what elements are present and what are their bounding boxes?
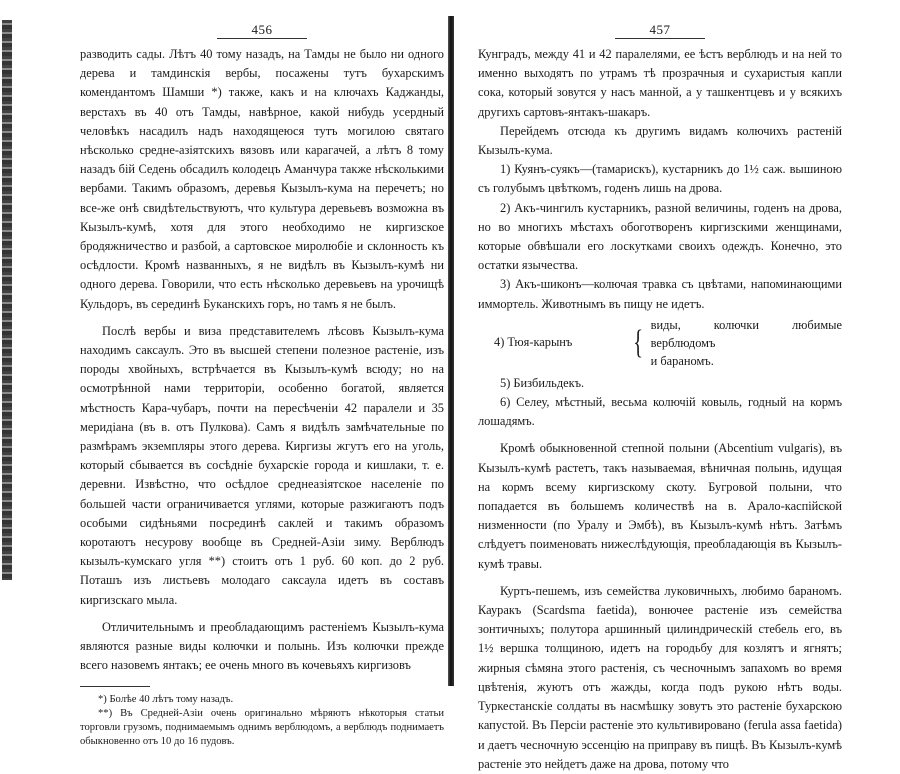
footnote: **) Въ Средней-Азіи очень оригинально мѣряютъ нѣкоторыя статьи торговли грузомъ, поднимаемымъ однимъ верблюдомъ, а верблюдъ поднимаетъ обыкновенно отъ 10 до 16 пудовъ.: [80, 707, 444, 747]
brace-line: и бараномъ.: [650, 353, 714, 368]
page-edge: [2, 20, 12, 580]
body-text: [80, 45, 444, 676]
paragraph: Кунградъ, между 41 и 42 паралелями, ее ѣстъ верблюдъ и на ней то именно выходятъ по утрамъ тѣ прозрачныя и сухаристыя капли сока, который зовутся у насъ манной, а у ташкентцевъ и у всякихъ другихъ сартовъ-янтакъ-шакаръ.: [478, 47, 842, 119]
paragraph: Перейдемъ отсюда къ другимъ видамъ колючихъ растеній Кызылъ-кума.: [478, 123, 842, 158]
book-gutter: [448, 16, 454, 686]
header-rule: [217, 38, 307, 39]
footnote: *) Болѣе 40 лѣтъ тому назадъ.: [98, 693, 234, 705]
list-item: 6) Селеу, мѣстный, весьма колючій ковыль, годный на кормъ лошадямъ.: [478, 395, 842, 429]
list-item: 5) Бизбильдекъ.: [500, 375, 585, 390]
right-page: [478, 0, 842, 771]
list-item: 3) Акъ-шиконъ—колючая травка съ цвѣтами, напоминающими иммортель. Животнымъ въ пищу не идетъ.: [478, 277, 842, 311]
paragraph: Отличительнымъ и преобладающимъ растеніемъ Кызылъ-кума являются разные виды колючки и полынь. Изъ колючки прежде всего назовемъ янтакъ; ее очень много въ кочевьяхъ киргизовъ: [80, 619, 444, 673]
footnotes: [80, 693, 444, 749]
paragraph: Кромѣ обыкновенной степной полыни (Abcentium vulgaris), въ Кызылъ-кумѣ растетъ, такъ называемая, вѣничная полынь, идущая на кормъ всему киргизскому скоту. Бугровой полыни, что попадается въ большемъ количествѣ на в. Арало-каспійской низменности (по Уралу и Эмбѣ), въ Кызылъ-кумѣ нѣтъ. Затѣмъ слѣдуетъ поименовать нижеслѣдующія, преобладающія въ Кызылъ-кумѣ травы.: [478, 441, 842, 571]
paragraph: Послѣ вербы и виза представителемъ лѣсовъ Кызылъ-кума находимъ саксаулъ. Это въ высшей степени полезное растеніе, изъ породы хвойныхъ, встрѣчается въ Кызылъ-кумѣ всюду; но на осмотрѣнной нами территоріи, особенно богатой, является мѣстность Кара-чубаръ, почти на пересѣченіи 42 паралели и 35 меридіана (въ в. отъ Пулкова). Самъ я видѣлъ замѣчательные по размѣрамъ экземпляры этого дерева. Киргизы жгутъ его на уголь, который сбывается въ сосѣдніе бухарскіе города и кишлаки, т. е. деревни. Извѣстно, что осѣдлое среднеазіятское населеніе по большей части ограничивается углями, которые разжигаютъ подъ особыми сидѣньями посрединѣ саклей и такимъ образомъ коротаютъ несурову вообще въ Средней-Азіи зиму. Верблюдъ кызылъ-кумскаго угля **) стоитъ отъ 1 руб. 60 коп. до 2 руб. Поташъ изъ листьевъ молодаго саксаула идетъ въ составъ киргизскаго мыла.: [80, 323, 444, 607]
brace-line: виды, колючки любимые верблюдомъ: [650, 317, 842, 350]
brace-list-item: [478, 316, 842, 370]
page-number: 456: [251, 22, 273, 37]
left-page: [80, 0, 444, 747]
list-item: 2) Акъ-чингилъ кустарникъ, разной величины, годенъ на дрова, но во многихъ мѣстахъ обоготворенъ киргизскими женщинами, которые обвѣшали его лоскутками своихъ одеждъ. Конечно, это остатки язычества.: [478, 200, 842, 273]
header-rule: [615, 38, 705, 39]
paragraph: Куртъ-пешемъ, изъ семейства луковичныхъ, любимо бараномъ. Кауракъ (Scardsma faetida), вонючее растеніе изъ семейства зонтичныхъ; полутора аршинный цилиндрическій стебель его, въ 1½ вершка толщиною, идетъ на городьбу для козлятъ и ягнятъ; жирныя сѣмяна этого растенія, съ чесночнымъ запахомъ во время цвѣтенія, жуютъ отъ жажды, когда подъ рукою нѣтъ воды. Туркестанскіе солдаты въ насмѣшку зовутъ это растеніе бухарскою капустой. Въ Персіи растеніе это культивировано (ferula assa faetida) и даетъ чесночную эссенцію на приправу въ пищѣ. Въ Кызылъ-кумѣ растеніе это нейдетъ даже на дрова, потому что: [478, 583, 842, 771]
page-number: 457: [649, 22, 671, 37]
curly-brace-icon: {: [633, 323, 644, 361]
body-text: [478, 45, 842, 774]
list-item: 1) Куянъ-суякъ—(тамарискъ), кустарникъ до 1½ саж. вышиною съ голубымъ цвѣткомъ, годенъ лишь на дрова.: [478, 162, 842, 196]
paragraph: разводить сады. Лѣтъ 40 тому назадъ, на Тамды не было ни одного дерева и тамдинскія вербы, посажены тутъ бухарскимъ комендантомъ Шамши *) также, какъ и на ключахъ Каджанды, верстахъ въ 40 отъ Тамды, навѣрное, какой нибудь усердный человѣкъ насадилъ надъ находящеюся тутъ могилою святаго нѣсколько средне-азіятскихъ вязовъ или карагачей, а лѣтъ 8 тому назадъ бій Седень обсадилъ колодецъ Аманчура также нѣсколькими вербами. Такимъ образомъ, деревья Кызылъ-кума на перечетъ; но все-же онѣ свидѣтельствуютъ, что культура деревьевъ возможна въ Кызылъ-кумѣ, хотя для этого необходимо не киргизское бродяжничество и разбой, а сартовское миролюбіе и склонность къ осѣдлости. Кромѣ названныхъ, я не видѣлъ въ Кызылъ-кумѣ ни одного дерева. Говорили, что есть нѣсколько деревьевъ на урочищѣ Кульдоръ, въ серединѣ Буканскихъ горъ, но тамъ я не былъ.: [80, 47, 444, 311]
brace-item-description: [651, 316, 842, 370]
brace-item-label: 4) Тюя-карынъ: [494, 335, 573, 350]
